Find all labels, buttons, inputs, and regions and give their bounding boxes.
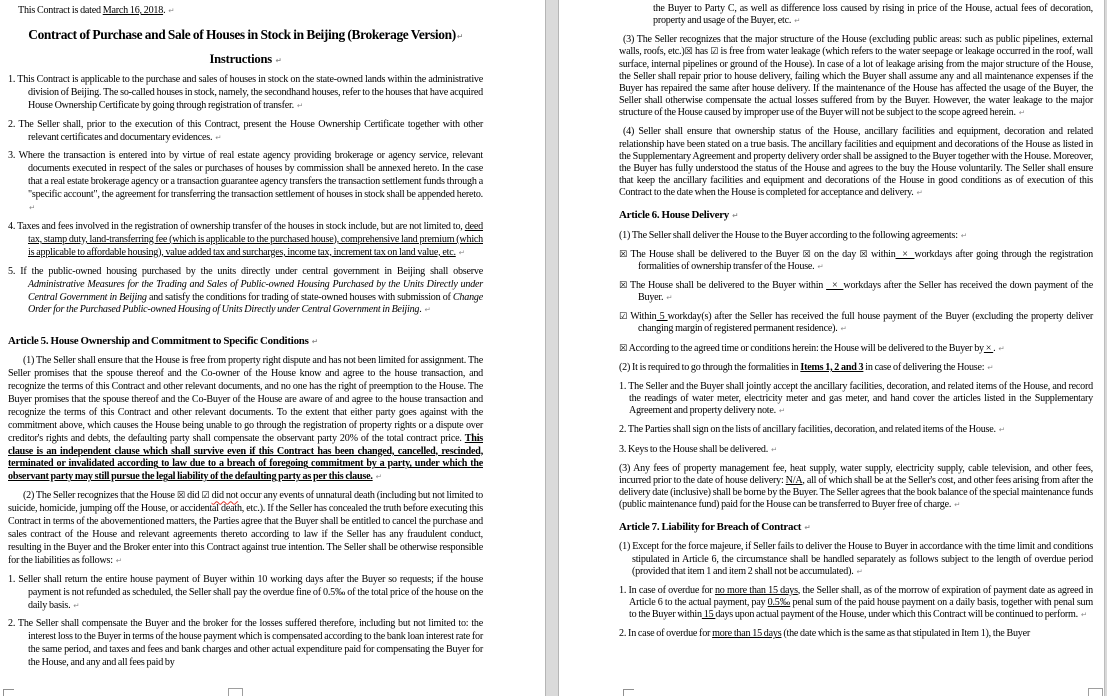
paragraph-mark-icon: ↵ xyxy=(215,132,222,142)
text-boundary-mark xyxy=(3,689,14,696)
text-run: . xyxy=(993,342,998,354)
paragraph-mark-icon: ↵ xyxy=(29,203,36,213)
text-run: Where the transaction is entered into by virtue of real estate agency providing brokerage or agency service, relevant documents executed in respect of the sales or purchases of houses by commission shall be annexed hereto. In the case that a real estate brokerage agency or a transaction guarantee agency transfers the transaction settlement funds through a "specific account", the agreement for transferring the transaction settlement of houses in stock shall be appended hereto. xyxy=(18,150,483,201)
list-number: 2. xyxy=(8,118,16,130)
paragraph xyxy=(8,355,483,484)
paragraph-mark-icon: ↵ xyxy=(794,16,801,26)
text-run: The House shall be delivered to the Buyer xyxy=(630,248,803,260)
text-run: Article 5. House Ownership and Commitment to Specific Conditions xyxy=(8,335,311,348)
list-number: 2. xyxy=(8,618,16,630)
list-item xyxy=(619,444,1093,456)
checkbox-item xyxy=(619,343,1093,355)
paragraph xyxy=(619,230,1093,242)
text-run: × xyxy=(826,279,844,291)
list-item xyxy=(8,618,483,670)
text-run: Article 7. Liability for Breach of Contract xyxy=(619,521,802,534)
list-item xyxy=(8,574,483,613)
text-run: no more than 15 days xyxy=(714,584,798,596)
document-title xyxy=(8,26,483,45)
text-run: This Contract is dated xyxy=(18,5,103,16)
text-run xyxy=(373,471,375,482)
text-run: The Parties shall sign on the lists of ancillary facilities, decoration, and related items of the House. xyxy=(627,424,998,436)
checkbox-crossed-icon[interactable]: ☒ xyxy=(619,342,628,354)
paragraph-mark-icon: ↵ xyxy=(73,600,80,610)
paragraph-mark-icon: ↵ xyxy=(840,324,847,334)
text-run: workday(s) after the Seller has received the full house payment of the Buyer (excluding the property deliver changing margin of registered permanent residence). xyxy=(638,311,1093,335)
paragraph-mark-icon: ↵ xyxy=(817,261,824,271)
text-run: Seller shall return the entire house payment of Buyer within 10 working days after the Buyer so requests; if the house payment is not refunded as scheduled, the Seller shall pay the overdue fine of 0.5‰ of the total price of the house on the daily basis. xyxy=(18,573,483,611)
paragraph-mark-icon: ↵ xyxy=(168,6,175,15)
next-page-corner xyxy=(228,688,243,696)
text-run: penal sum of the paid house payment on a daily basis, together with penal sum to the Buyer within xyxy=(629,597,1093,621)
text-run: In case of overdue for xyxy=(628,584,715,596)
text-run xyxy=(456,247,458,258)
text-run: on the day xyxy=(810,248,860,260)
checkbox-crossed-icon: ☒ xyxy=(176,490,186,502)
page-1[interactable] xyxy=(0,0,545,696)
text-run: workdays after the Seller has received the down payment of the Buyer. xyxy=(638,279,1093,304)
text-run: did not xyxy=(211,490,239,502)
text-run: The Seller and the Buyer shall jointly accept the ancillary facilities, decoration, and related items of the House, and record the readings of water meter, electricity meter and gas meter, and hand cover the articles listed in the Supplementary Agreement and property delivery note. xyxy=(628,380,1093,417)
checkbox-crossed-icon: ☒ xyxy=(859,248,868,260)
text-run: (2) It is required to go through the formalities in xyxy=(619,361,801,373)
list-number: 1. xyxy=(619,584,627,596)
text-run: within xyxy=(867,248,896,260)
text-run: 15 xyxy=(701,609,716,621)
list-item xyxy=(8,119,483,145)
section-heading xyxy=(8,52,483,68)
text-run: 5 xyxy=(656,311,668,323)
paragraph-mark-icon: ↵ xyxy=(424,305,431,315)
list-number: 3. xyxy=(619,443,627,455)
text-run: The Seller shall, prior to the execution of this Contract, present the House Ownership Certificate together with other relevant certificates and documentary evidences. xyxy=(18,118,483,143)
text-run: Instructions xyxy=(209,51,275,66)
text-run: (1) The Seller shall ensure that the House is free from property right dispute and has not been limited for assignment. The Seller promises that the spouse thereof and the Co-owner of the House know and agree to the house transaction, and recognize the terms of this Contract and other relevant documents, and no one has the right of preemption to the House. The Buyer promises that the spouse thereof and the Co-Buyer of the House are aware of and agree to the house transaction and recognize the terms of this Contract and other relevant documents. To the extent that either party goes against with the commitment above, which causes the House being unable to go through the registration of property rights or a dispute over creditor's rights and debts, the defaulting party shall compensate the observant party 20% of the total contract price. xyxy=(8,355,483,444)
list-number: 3. xyxy=(8,150,16,162)
checkbox-item xyxy=(619,280,1093,304)
paragraph-mark-icon: ↵ xyxy=(960,230,967,240)
text-run: in case of delivering the House: xyxy=(863,361,987,373)
list-item xyxy=(619,585,1093,621)
checkbox-crossed-icon: ☒ xyxy=(684,46,693,58)
checkbox-checked-icon: ☑ xyxy=(710,46,719,58)
article-heading xyxy=(619,521,1093,534)
text-run: Within xyxy=(630,311,657,323)
paragraph-mark-icon: ↵ xyxy=(375,472,382,482)
text-run: According to the agreed time or conditions herein: the House will be delivered to the Buyer by xyxy=(628,342,984,354)
text-run: the Buyer to Party C, as well as difference loss caused by rising in price of the House, actual fees of decoration, property and usage of the Buyer, etc. xyxy=(653,3,1093,27)
text-run: (3) Any fees of property management fee, heat supply, water supply, electricity supply, cable television, and other fees, incurred prior to the date of house delivery: xyxy=(619,462,1093,486)
paragraph-mark-icon: ↵ xyxy=(732,211,739,221)
text-run: (1) The Seller shall deliver the House to the Buyer according to the following agreements: xyxy=(619,229,960,241)
paragraph-mark-icon: ↵ xyxy=(954,500,961,510)
next-page-corner xyxy=(1088,688,1103,696)
list-item xyxy=(8,150,483,215)
text-run: × xyxy=(983,342,994,354)
checkbox-crossed-icon[interactable]: ☒ xyxy=(619,248,628,260)
checkbox-item xyxy=(619,249,1093,273)
text-run: In case of overdue for xyxy=(628,628,713,640)
paragraph xyxy=(619,463,1093,512)
contract-date-line xyxy=(18,5,483,18)
text-run: (2) The Seller recognizes that the House xyxy=(23,490,177,502)
paragraph-mark-icon: ↵ xyxy=(778,406,785,416)
list-item xyxy=(619,424,1093,436)
article-heading xyxy=(619,209,1093,222)
paragraph-mark-icon: ↵ xyxy=(987,362,994,372)
list-item xyxy=(619,381,1093,417)
list-number: 1. xyxy=(8,573,16,585)
text-run: days upon actual payment of the House, under which this Contract will be continued to perform. xyxy=(715,609,1080,621)
text-run: , all of which shall be at the Seller's cost, and other fees arising from after the delivery date (inclusive) shall be borne by the Buyer. The Seller agrees that the book balance of the special maintenance funds (public maintenance fund) paid for the House can be transferred to Buyer free of charge. xyxy=(619,474,1093,511)
paragraph xyxy=(619,362,1093,374)
checkbox-item xyxy=(619,311,1093,335)
paragraph xyxy=(8,490,483,567)
paragraph xyxy=(619,126,1093,199)
paragraph xyxy=(619,34,1093,119)
text-run: Items 1, 2 and 3 xyxy=(800,361,864,373)
text-run: deed tax, stamp duty, land-transferring fee (which is applicable to the purchased house), comprehensive land premium (which is applicable to affordable housing), value added tax and surcharges, income tax, increment tax on land value, etc. xyxy=(28,220,483,258)
text-run: The House shall be delivered to the Buyer within xyxy=(630,279,827,291)
text-run: (3) The Seller recognizes that the major structure of the House (excluding public areas: such as public pipelines, external walls, roofs, etc.) xyxy=(619,34,1093,58)
paragraph-mark-icon: ↵ xyxy=(311,337,318,347)
text-run: and satisfy the conditions for trading of state-owned houses with submission of xyxy=(146,291,453,303)
paragraph-mark-icon: ↵ xyxy=(115,555,122,565)
text-run: Change Order for the Purchased Public-owned Housing of Units Directly under Central Government in Beijing xyxy=(28,291,483,316)
text-run: occur any events of unnatural death (including but not limited to suicide, homicide, jumping off the House, or accidental death, etc.). If the Seller has concealed the truth before executing this Contract in terms of the abovementioned matters, the Parties agree that the Buyer shall be entitled to cancel the purchase and sales contract of the House and relevant agreements thereto according to law if the Seller has any fraudulent conduct, resulting in the Buyer and the Broker enter into this Contract against true intention. The Seller shall be otherwise responsible for the liabilities as follows: xyxy=(8,490,484,566)
list-number: 1. xyxy=(619,380,627,392)
checkbox-checked-icon: ☑ xyxy=(201,490,210,502)
text-boundary-mark xyxy=(623,689,634,696)
text-run: Contract of Purchase and Sale of Houses in Stock in Beijing (Brokerage Version) xyxy=(28,26,456,42)
text-run: has xyxy=(692,46,711,58)
text-run: Administrative Measures for the Trading and Sales of Public-owned Housing Purchased by the Units Directly under Central Government in Beijing xyxy=(28,278,483,303)
paragraph-mark-icon: ↵ xyxy=(1080,610,1087,620)
page-2[interactable] xyxy=(559,0,1107,696)
text-run xyxy=(801,521,803,533)
text-run: This Contract is applicable to the purchase and sales of houses in stock on the state-owned lands within the administrative division of Beijing. The so-called houses in stock, namely, the secondhand houses, refer to the houses that have acquired House Ownership Certificate by going through registration of transfer. xyxy=(17,73,483,111)
list-item xyxy=(619,628,1093,640)
checkbox-crossed-icon[interactable]: ☒ xyxy=(619,279,628,291)
text-run: March 16, 2018 xyxy=(102,5,164,16)
text-run: (1) Except for the force majeure, if Seller fails to deliver the House to Buyer in accordance with the time limit and conditions stipulated in Article 6, the circumstance shall be handled separately as follows subject to the length of overdue period (provided that item 1 and item 2 shall not be accumulated). xyxy=(619,541,1093,577)
paragraph-continuation xyxy=(619,3,1093,27)
text-run: is free from water leakage (which refers to the water seepage or leakage occurred in the roof, wall surface, internal pipelines or ground of the House). In case of a lot of leakage arising from the major structure of the House, the Seller shall repair prior to house delivery, failing which the Buyer shall assume any and all maintenance expenses if the Buyer has repaired the same after house delivery. If the maintenance of the House has affected the usage of the Buyer, the Seller shall otherwise compensate the actual losses suffered from by the Buyer. However, the water leakage to the major structure of the House caused by improper use of the Buyer will not be subject to the scope agreed herein. xyxy=(619,46,1093,119)
text-run: (the date which is the same as that stipulated in Item 1), the Buyer xyxy=(781,628,1031,640)
text-run: 0.5‰ xyxy=(767,597,791,609)
text-run: Article 6. House Delivery xyxy=(619,209,732,222)
list-number: 2. xyxy=(619,628,627,640)
text-run: . xyxy=(419,304,424,316)
text-run: This clause is an independent clause which shall survive even if this Contract has been changed, cancelled, rescinded, terminated or invalidated according to law due to a breach of foregoing commitment by a party, under which the observant party may still pursue the legal liability of the defaulting party as per this clause. xyxy=(8,432,483,483)
paragraph-mark-icon: ↵ xyxy=(458,247,465,257)
text-run: did xyxy=(185,490,202,502)
paragraph-mark-icon: ↵ xyxy=(998,343,1005,353)
paragraph-mark-icon: ↵ xyxy=(916,188,923,198)
list-item xyxy=(8,221,483,260)
list-number: 4. xyxy=(8,220,16,232)
paragraph-mark-icon: ↵ xyxy=(804,523,811,533)
paragraph-mark-icon: ↵ xyxy=(998,425,1005,435)
page-gap xyxy=(545,0,559,696)
text-run: . xyxy=(163,5,168,16)
text-run: The Seller shall compensate the Buyer and the broker for the losses suffered therefore, including but not limited to: the interest loss to the Buyer in terms of the house payment which is compensated according to the bank loan interest rate for the same period, and taxes and fees and bank charges and other actual expenditure paid for compensating the Buyer for the House, and any and all fees paid by xyxy=(17,618,484,669)
text-run: If the public-owned housing purchased by the units directly under central government in Beijing shall observe xyxy=(20,265,484,277)
paragraph-mark-icon: ↵ xyxy=(275,55,282,65)
text-run: N/A xyxy=(785,474,803,486)
text-run: , the Seller shall, as of the morrow of expiration of payment date as agreed in Article 6 to the actual payment, pay xyxy=(629,584,1093,609)
article-heading xyxy=(8,335,483,349)
list-number: 2. xyxy=(619,424,627,436)
checkbox-checked-icon[interactable]: ☑ xyxy=(619,311,628,323)
checkbox-crossed-icon: ☒ xyxy=(802,248,811,260)
text-run: more than 15 days xyxy=(712,628,782,640)
paragraph-mark-icon: ↵ xyxy=(1018,108,1025,118)
list-number: 1. xyxy=(8,73,16,85)
text-run: × xyxy=(895,248,915,260)
text-run: workdays after going through the registration formalities of ownership transfer of the House. xyxy=(638,248,1093,272)
paragraph-mark-icon: ↵ xyxy=(856,566,863,576)
list-item xyxy=(8,266,483,318)
list-number: 5. xyxy=(8,265,16,277)
paragraph-mark-icon: ↵ xyxy=(666,293,673,303)
text-run: (4) Seller shall ensure that ownership status of the House, ancillary facilities and equipment, decoration and related relationship have been stated on a true basis. The ancillary facilities and equipment and decorations of the House as listed in the Supplementary Agreement and property delivery order shall be assigned to the Buyer together with the House. Moreover, the Buyer has fully understood the status of the House and agrees to the buy the House voluntarily. The Seller shall ensure that keep the ancillary facilities and equipment and decorations of the House in good conditions as of execution of this Contract to the date when the House is completed for acceptance and delivery. xyxy=(619,126,1093,199)
text-run: Keys to the House shall be delivered. xyxy=(628,443,770,455)
paragraph-mark-icon: ↵ xyxy=(456,31,463,41)
text-run: Taxes and fees involved in the registration of ownership transfer of the houses in stock include, but are not limited to, xyxy=(17,220,465,232)
paragraph-mark-icon: ↵ xyxy=(770,444,778,454)
paragraph xyxy=(619,541,1093,577)
list-item xyxy=(8,74,483,113)
paragraph-mark-icon: ↵ xyxy=(296,100,303,110)
